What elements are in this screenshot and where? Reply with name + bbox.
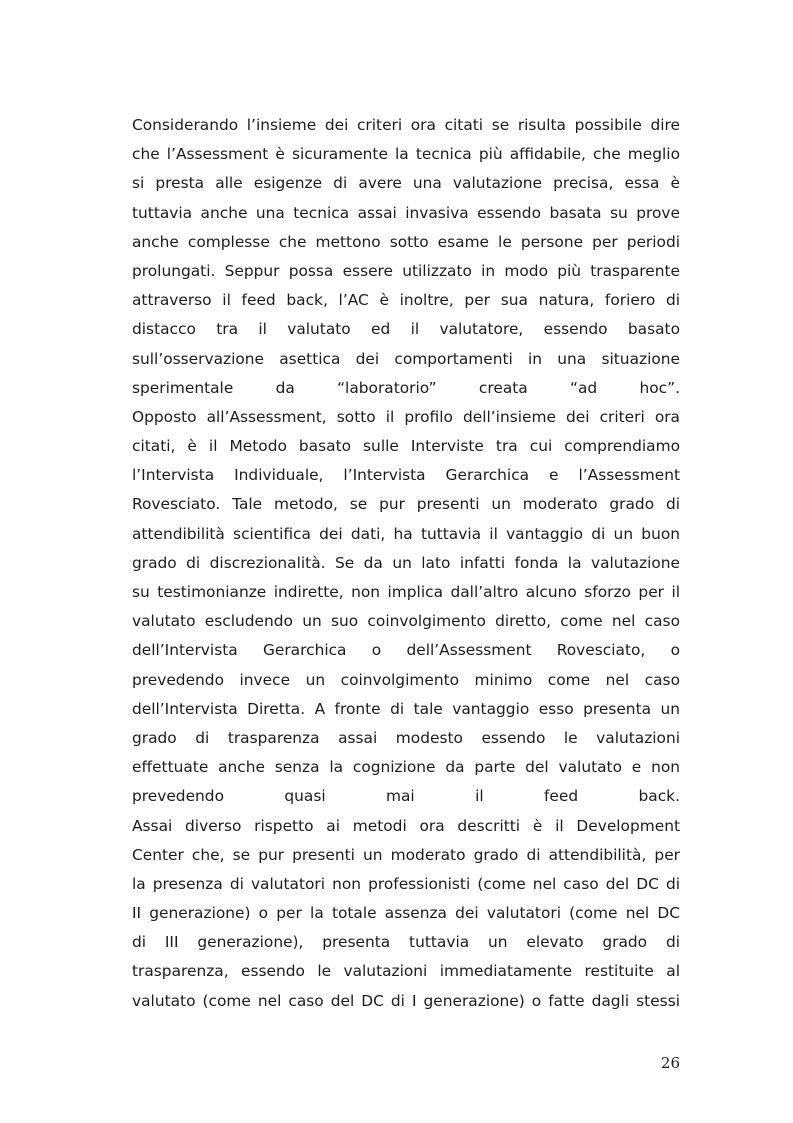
text-line: l’Intervista Individuale, l’Intervista Gerarchica e l’Assessment: [132, 466, 680, 485]
text-line: prolungati. Seppur possa essere utilizzato in modo più trasparente: [132, 261, 680, 280]
text-line: grado di discrezionalità. Se da un lato infatti fonda la valutazione: [132, 553, 680, 572]
text-line: attendibilità scientifica dei dati, ha tuttavia il vantaggio di un buon: [132, 524, 680, 543]
text-line: attraverso il feed back, l’AC è inoltre, per sua natura, foriero di: [132, 291, 680, 310]
text-line: prevedendo invece un coinvolgimento minimo come nel caso: [132, 670, 680, 689]
text-line: effettuate anche senza la cognizione da parte del valutato e non: [132, 758, 680, 777]
text-line: valutato escludendo un suo coinvolgimento diretto, come nel caso: [132, 612, 680, 631]
text-line: citati, è il Metodo basato sulle Interviste tra cui comprendiamo: [132, 437, 680, 456]
text-line: tuttavia anche una tecnica assai invasiva essendo basata su prove: [132, 203, 680, 222]
text-line: Assai diverso rispetto ai metodi ora descritti è il Development: [132, 816, 680, 835]
body-text: [132, 111, 680, 1016]
text-line: Center che, se pur presenti un moderato grado di attendibilità, per: [132, 845, 680, 864]
text-line: Rovesciato. Tale metodo, se pur presenti un moderato grado di: [132, 495, 680, 514]
text-line: distacco tra il valutato ed il valutatore, essendo basato: [132, 320, 680, 339]
text-line: di III generazione), presenta tuttavia un elevato grado di: [132, 933, 680, 952]
text-line: si presta alle esigenze di avere una valutazione precisa, essa è: [132, 174, 680, 193]
text-line: che l’Assessment è sicuramente la tecnica più affidabile, che meglio: [132, 145, 680, 164]
text-line: dell’Intervista Diretta. A fronte di tale vantaggio esso presenta un: [132, 699, 680, 718]
text-line: dell’Intervista Gerarchica o dell’Assessment Rovesciato, o: [132, 641, 680, 660]
text-line: grado di trasparenza assai modesto essendo le valutazioni: [132, 728, 680, 747]
page-number: 26: [660, 1054, 680, 1072]
text-line: la presenza di valutatori non professionisti (come nel caso del DC di: [132, 874, 680, 893]
text-line: anche complesse che mettono sotto esame le persone per periodi: [132, 232, 680, 251]
text-line: Considerando l’insieme dei criteri ora citati se risulta possibile dire: [132, 116, 680, 134]
text-line: valutato (come nel caso del DC di I generazione) o fatte dagli stessi: [132, 991, 680, 1010]
text-line: II generazione) o per la totale assenza dei valutatori (come nel DC: [132, 904, 680, 923]
text-line: Opposto all’Assessment, sotto il profilo dell’insieme dei criteri ora: [132, 407, 680, 426]
text-line: trasparenza, essendo le valutazioni immediatamente restituite al: [132, 962, 680, 981]
text-line: sperimentale da “laboratorio” creata “ad hoc”.: [132, 378, 680, 397]
text-line: su testimonianze indirette, non implica dall’altro alcuno sforzo per il: [132, 583, 680, 601]
text-line: sull’osservazione asettica dei comportamenti in una situazione: [132, 349, 680, 368]
text-line: prevedendo quasi mai il feed back.: [132, 787, 680, 806]
